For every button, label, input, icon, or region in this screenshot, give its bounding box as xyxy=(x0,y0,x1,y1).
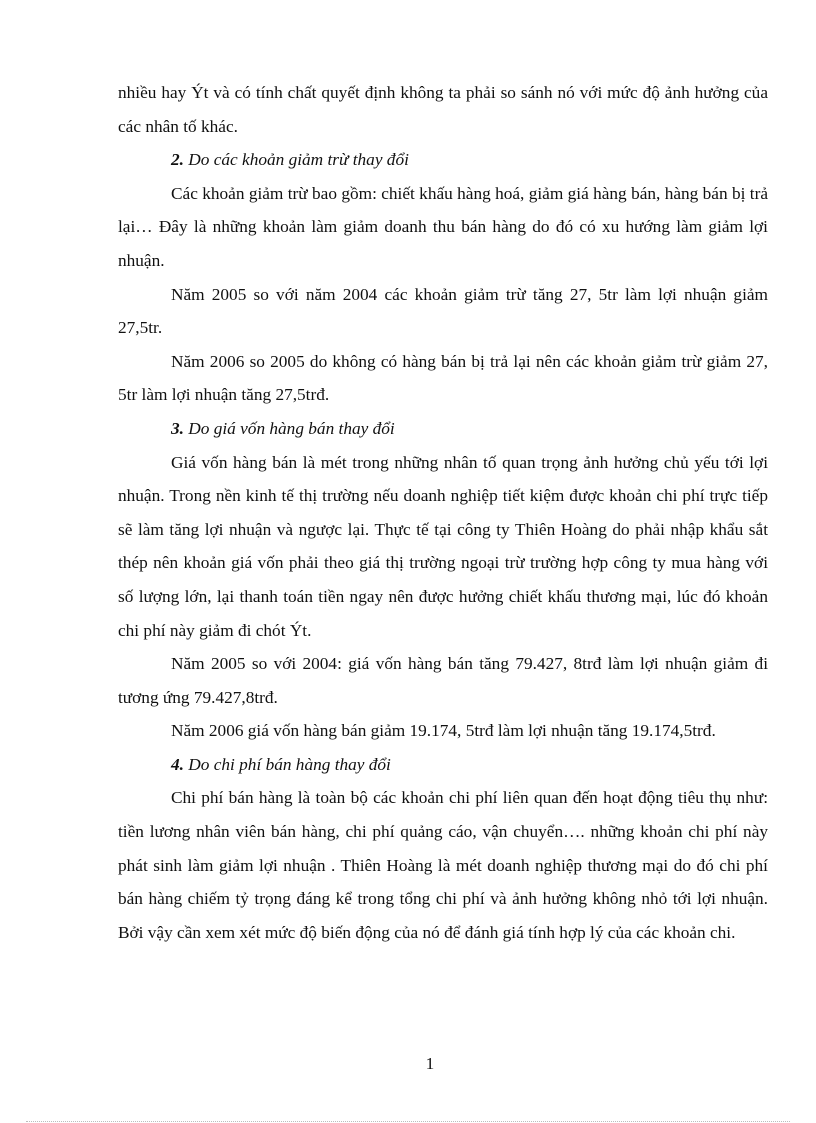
section-title: Do giá vốn hàng bán thay đổi xyxy=(183,418,395,438)
paragraph: Năm 2005 so với 2004: giá vốn hàng bán tăng 79.427, 8trđ làm lợi nhuận giảm đi tương ứng 79.427,8trđ. xyxy=(118,654,768,707)
section-number: 4. xyxy=(171,754,184,774)
page-bottom-divider xyxy=(26,1121,790,1122)
paragraph: Chi phí bán hàng là toàn bộ các khoản chi phí liên quan đến hoạt động tiêu thụ như: tiền lương nhân viên bán hàng, chi phí quảng cáo, vận chuyển…. những khoản chi phí này phát sinh làm giảm lợi nhuận . Thiên Hoàng là mét doanh nghiệp thương mại do đó chi phí bán hàng chiếm tỷ trọng đáng kể trong tổng chi phí và ảnh hưởng không nhỏ tới lợi nhuận. Bởi vậy cần xem xét mức độ biến động của nó để đánh giá tính hợp lý của các khoản chi. xyxy=(118,788,768,942)
section-title: Do các khoản giảm trừ thay đổi xyxy=(183,150,409,170)
paragraph: nhiều hay Ýt và có tính chất quyết định không ta phải so sánh nó với mức độ ảnh hưởng của các nhân tố khác. xyxy=(118,83,768,136)
section-heading-3 xyxy=(118,412,768,446)
section-title: Do chi phí bán hàng thay đổi xyxy=(183,754,391,774)
section-heading-4 xyxy=(118,748,768,782)
paragraph: Giá vốn hàng bán là mét trong những nhân tố quan trọng ảnh hưởng chủ yếu tới lợi nhuận. Trong nền kinh tế thị trường nếu doanh nghiệp tiết kiệm được khoản chi phí trực tiếp sẽ làm tăng lợi nhuận và ngược lại. Thực tế tại công ty Thiên Hoàng do phải nhập khẩu sắt thép nên khoản giá vốn phải theo giá thị trường ngoại trừ trường hợp công ty mua hàng với số lượng lớn, lại thanh toán tiền ngay nên được hưởng chiết khấu thương mại, lúc đó khoản chi phí này giảm đi chót Ýt. xyxy=(118,452,768,640)
page-number: 1 xyxy=(425,1054,435,1073)
section-number: 3. xyxy=(171,418,184,438)
paragraph: Năm 2006 so 2005 do không có hàng bán bị trả lại nên các khoản giảm trừ giảm 27, 5tr làm lợi nhuận tăng 27,5trđ. xyxy=(118,351,768,405)
paragraph: Năm 2005 so với năm 2004 các khoản giảm trừ tăng 27, 5tr làm lợi nhuận giảm 27,5tr. xyxy=(118,284,768,338)
paragraph: Năm 2006 giá vốn hàng bán giảm 19.174, 5trđ làm lợi nhuận tăng 19.174,5trđ. xyxy=(171,721,716,741)
section-heading-2 xyxy=(118,143,768,177)
section-number: 2. xyxy=(171,150,184,170)
document-body xyxy=(118,76,768,949)
paragraph: Các khoản giảm trừ bao gồm: chiết khấu hàng hoá, giảm giá hàng bán, hàng bán bị trả lại… Đây là những khoản làm giảm doanh thu bán hàng do đó có xu hướng làm giảm lợi nhuận. xyxy=(118,183,768,270)
